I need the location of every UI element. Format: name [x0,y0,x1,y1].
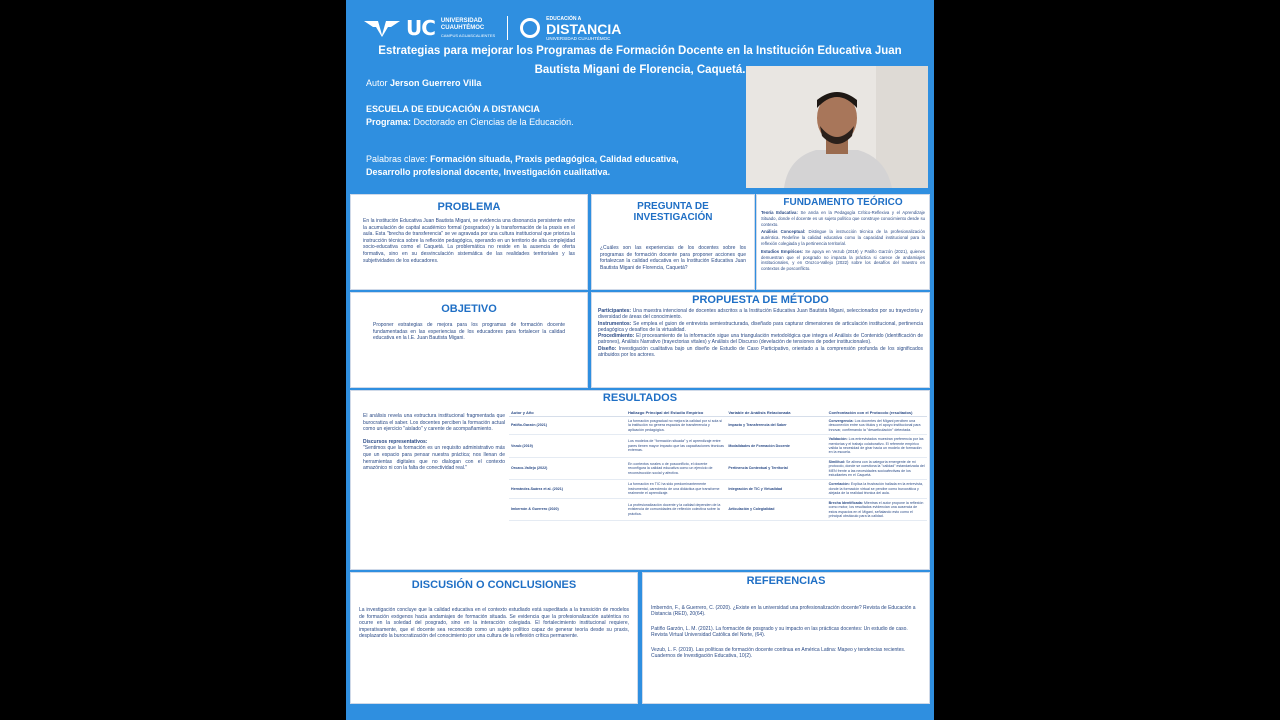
fundamento-item [761,249,925,272]
uc-logo-text: UC [406,16,435,40]
reference-item: Patiño Garzón, L. M. (2021). La formación de posgrado y su impacto en las prácticas docentes: Un estudio de caso. Revista Virtual Universidad Católica del Norte, (64). [651,625,908,639]
problema-panel [350,194,588,290]
poster [346,0,934,720]
cell-hallazgo: La profesionalización docente y la calidad dependen de la existencia de comunidades de reflexión colectiva sobre la práctica. [626,498,726,521]
cell-hallazgo: En contextos rurales o de posconflicto, el docente reconfigura la calidad educativa como un ejercicio de reconstrucción social y afectiva. [626,457,726,480]
fundamento-item-text: Se ancla en la Pedagogía Crítico-Reflexiva y el Aprendizaje Situado, donde el docente es un sujeto político que construye conocimiento desde su contexto. [761,210,925,227]
cell-autor: Orozco-Vallejo (2022) [509,457,626,480]
logo-row [364,14,621,42]
fundamento-item [761,210,925,227]
objetivo-heading: OBJETIVO [441,303,497,315]
ead-small: EDUCACIÓN A [546,15,582,22]
table-row [509,417,927,435]
confrontacion-label: Convergencia: [828,419,854,423]
pregunta-heading: PREGUNTA DE INVESTIGACIÓN [633,201,713,223]
pregunta-panel [591,194,755,290]
table-row [509,480,927,498]
program-line [366,117,574,127]
confrontacion-text: Se alinea con la categoría emergente de mi protocolo, donde se cuestiona la "calidad" estandarizada del MEN frente a las necesidades socioafectivas de los estudiantes en el Caquetá. [828,459,925,478]
cell-variable: Modalidades de Formación Docente [726,435,826,458]
cell-hallazgo: La formación posgradual no mejora la calidad por sí sola si la institución no genera espacios de transferencia y aplicación pedagógica. [626,417,726,435]
fundamento-item-label: Teoría Educativa: [761,210,798,215]
cell-autor: Patiño-Garzón (2021) [509,417,626,435]
metodo-item-text: Investigación cualitativa bajo un diseño de Estudio de Caso Participativo, orientado a la comprensión profunda de los significados atribuidos por los actores. [598,345,924,359]
universidad-block [441,18,495,39]
cell-confrontacion [827,417,927,435]
metodo-item-text: Se emplea el guion de entrevista semiestructurada, diseñado para capturar dimensiones de articulación institucional, pertinencia pedagógica y desafíos de la virtualidad. [598,320,924,333]
discusion-heading: DISCUSIÓN O CONCLUSIONES [411,579,577,591]
resultados-discursos-label [363,439,505,446]
cell-variable: Pertinencia Contextual y Territorial [726,457,826,480]
fundamento-heading: FUNDAMENTO TEÓRICO [783,197,903,208]
cell-variable: Articulación y Colegialidad [726,498,826,521]
metodo-item [598,308,923,321]
metodo-heading: PROPUESTA DE MÉTODO [692,294,829,306]
confrontacion-label: Correlación: [828,482,850,487]
poster-title: Estrategias para mejorar los Programas de Formación Docente en la Institución Educativa Juan Bautista Migani de Florencia, Caquetá. [378,45,902,76]
ead-big: DISTANCIA [546,20,622,37]
keywords-line [366,153,711,179]
cell-confrontacion [827,498,927,521]
metodo-item-label: Diseño: [598,345,617,352]
resultados-table [509,409,927,521]
resultados-panel [350,390,930,570]
fundamento-item-label: Estudios Empíricos: [761,248,804,254]
table-row [509,457,927,480]
referencias-panel [642,572,930,704]
universidad-line1: UNIVERSIDAD [440,17,483,24]
fundamento-item-text: Se apoya en Vezub (2019) y Patiño Garzón (2021), quienes demuestran que el posgrado no impacta la práctica si carece de andamiajes institucionales, y en Orozco-Vallejo (2022) sobre los desafíos del maestro en contextos de posconflicto. [761,248,925,272]
metodo-item [598,321,923,334]
objetivo-text: Proponer estrategias de mejora para los programas de formación docente fundamentadas en las experiencias de los educadores para fortalecer la calidad educativa en la I.E. Juan Bautista Migani. [373,322,565,342]
metodo-item-label: Procedimiento: [598,333,635,340]
confrontacion-label: Validación: [828,437,848,442]
table-header-row [509,409,927,417]
ead-sub: UNIVERSIDAD CUAUHTÉMOC [546,35,611,41]
column-header: Variable de Análisis Relacionada [726,409,826,417]
author-name: Jerson Guerrero Villa [390,78,482,88]
reference-item: Vezub, L. F. (2019). Las políticas de formación docente continua en América Latina: Mapeo y tendencias recientes. Cuadernos de Investigación Educativa, 10(2). [651,646,906,660]
fundamento-item-text: Distingue la instrucción técnica de la profesionalización auténtica. Redefine la calidad educativa como la capacidad institucional para la reflexión colegiada y la pertinencia territorial. [761,229,926,246]
confrontacion-text: Mientras el autor propone la reflexión como motor, los resultados evidencian una ausencia de estos espacios en el Migani, señalando esto como el principal obstáculo para la calidad. [828,500,924,518]
confrontacion-text: Los entrevistados muestran preferencia por las mentorías y el trabajo colaborativo. El referente empírico valida la necesidad de girar hacia un modelo de formación en la escuela. [828,437,924,455]
problema-text: En la institución Educativa Juan Bautista Migani, se evidencia una disonancia persistente entre la acumulación de capital académico formal (posgrados) y la transformación de la praxis en el aula. Esta "brecha de transferencia" se ve agravada por una cultura institucional que prioriza la instrucción técnica sobre la reflexión pedagógica, operando en un territorio de alta complejidad socio-educativa como el Caquetá. La problemática no reside en la ausencia de oferta formativa, sino en su desvinculación sistemática de las realidades territoriales y las subjetividades de los educadores. [363,218,575,264]
metodo-item [598,333,923,346]
program-label: Programa: [366,117,412,127]
cell-hallazgo: Los modelos de "formación situada" y el aprendizaje entre pares tienen mayor impacto que las capacitaciones técnicas externas. [626,435,726,458]
uc-wings-icon [364,19,400,37]
column-header: Confrontación con el Protocolo (resultados) [827,409,927,417]
metodo-item-label: Participantes: [598,308,632,314]
ead-block [546,16,621,41]
metodo-item [598,346,923,359]
program-value: Doctorado en Ciencias de la Educación. [413,117,574,127]
author-photo [746,66,928,188]
resultados-intro: El análisis revela una estructura institucional fragmentada que burocratiza el saber. Los docentes perciben la formación actual como un ejercicio "aislado" y carente de acompañamiento. [363,413,505,433]
logo-divider [507,16,508,40]
confrontacion-label: Similitud: [828,459,846,464]
reference-item: Imbernón, F., & Guerrero, C. (2020). ¿Existe en la universidad una profesionalización docente? Revista de Educación a Distancia (RED), 20(64). [651,605,916,618]
universidad-line2: CUAUHTÉMOC [440,24,485,31]
metodo-item-text: Una muestra intencional de docentes adscritos a la Institución Educativa Juan Bautista Migani, seleccionados por su trayectoria y diversidad de áreas del conocimiento. [598,308,924,321]
cell-confrontacion [827,480,927,498]
confrontacion-label: Brecha Identificada: [828,500,864,505]
referencias-heading: REFERENCIAS [746,575,826,587]
discursos-label: Discursos representativos: [363,438,428,445]
fundamento-panel [756,194,930,290]
cell-hallazgo: La formación en TIC ha sido predominantemente instrumental, careciendo de una didáctica que transforme realmente el aprendizaje. [626,480,726,498]
author-line [366,78,481,88]
cell-variable: Integración de TIC y Virtualidad [726,480,826,498]
confrontacion-text: Los docentes del Migani perciben una desconexión entre sus títulos y el apoyo institucional para innovar, confirmando la "desarticulación" detectada. [828,419,921,432]
ead-globe-icon [520,18,540,38]
cell-autor: Imbernón & Guerrero (2020) [509,498,626,521]
table-row [509,435,927,458]
table-row [509,498,927,521]
fundamento-item-label: Análisis Conceptual: [761,229,806,235]
resultados-discursos-text: "Sentimos que la formación es un requisito administrativo más que un espacio para pensar nuestra práctica; nos llenan de herramientas digitales que no dialogan con el contexto amazónico ni con la falta de conectividad real." [363,445,505,472]
metodo-panel [591,292,930,388]
cell-variable: Impacto y Transferencia del Saber [726,417,826,435]
discusion-text: La investigación concluye que la calidad educativa en el contexto estudiado está supeditada a la transición de modelos de formación exógenos hacia andamiajes de formación situada. Se evidencia que la profesionalización auténtica no ocurre en la soledad del posgrado, sino en la interacción colegiada. El fortalecimiento institucional requiere, imperativamente, que el docente sea reconocido como un sujeto político capaz de generar teoría desde su praxis, desplazando la burocratización del conocimiento por una cultura de la reflexión crítica permanente. [359,607,629,640]
author-portrait [746,66,928,188]
column-header: Hallazgo Principal del Estudio Empírico [626,409,726,417]
column-header: Autor y Año [509,409,626,417]
resultados-table-wrap [509,409,927,521]
objetivo-panel [350,292,588,388]
author-label: Autor [366,78,388,88]
cell-autor: Vezub (2019) [509,435,626,458]
resultados-summary [363,413,505,472]
keywords-value: Formación situada, Praxis pedagógica, Calidad educativa, Desarrollo profesional docente, Investigación cualitativa. [366,154,679,177]
problema-heading: PROBLEMA [437,201,501,213]
cell-autor: Hernández-Suárez et al. (2021) [509,480,626,498]
keywords-label: Palabras clave: [366,154,428,164]
metodo-item-label: Instrumentos: [598,320,632,327]
universidad-line3: CAMPUS AGUASCALIENTES [440,32,496,38]
cell-confrontacion [827,435,927,458]
fundamento-item [761,229,925,246]
school-name: ESCUELA DE EDUCACIÓN A DISTANCIA [366,104,540,114]
resultados-heading: RESULTADOS [602,392,678,404]
pregunta-text: ¿Cuáles son las experiencias de los docentes sobre los programas de formación docente para proponer acciones que fortalezcan la calidad educativa en la Institución Educativa Juan Bautista Migani de Florencia, Caquetá? [600,245,746,271]
metodo-item-text: El procesamiento de la información sigue una triangulación metodológica que integra el Análisis de Contenido (identificación de patrones), Análisis Narrativo (trayectorias vitales) y Análisis del Discurso (develación de tensiones de poder institucionales). [598,333,924,346]
discusion-panel [350,572,638,704]
cell-confrontacion [827,457,927,480]
confrontacion-text: Explica la frustración hallada en la entrevista, donde la formación virtual se percibe como burocrática y alejada de la realidad técnica del aula. [828,482,923,496]
